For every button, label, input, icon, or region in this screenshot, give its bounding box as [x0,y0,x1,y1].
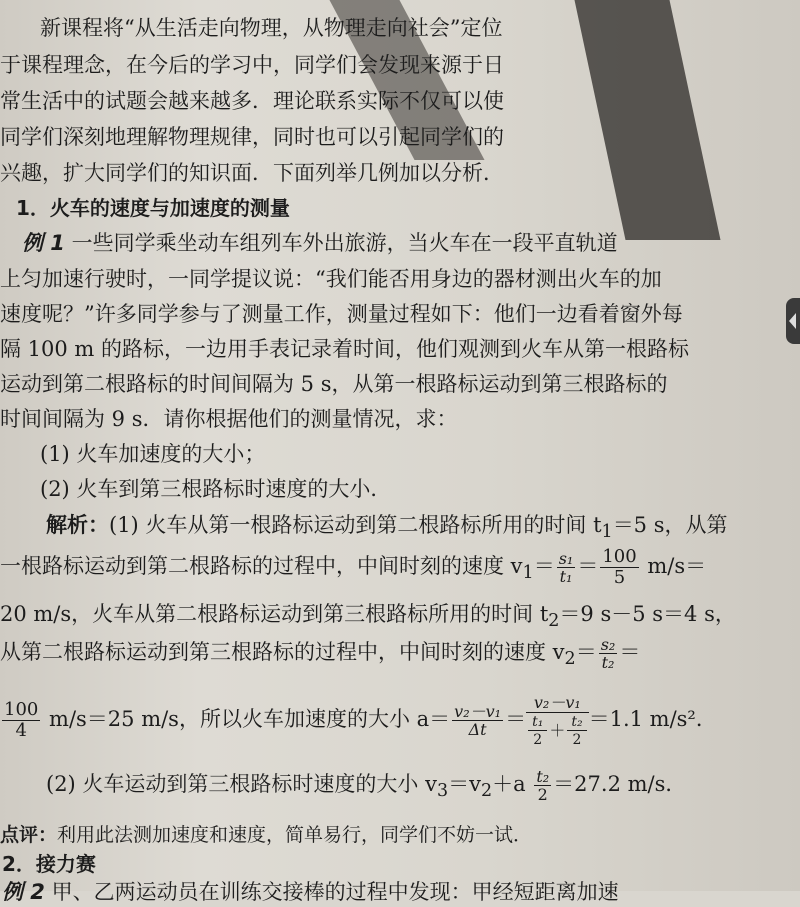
fraction-dv-dt: $\frac{\text{v₂－v₁}}{\Delta t}$ [454,702,502,739]
section-2-title: 2．接力赛 [2,852,96,876]
example-1-line-3: 速度呢？”许多同学参与了测量工作，测量过程如下：他们一边看着窗外每 [0,302,683,326]
example-2-label: 例 2 [2,880,45,904]
example-1-line-6: 时间间隔为 9 s．请你根据他们的测量情况，求： [0,407,458,431]
example-1-line-5: 运动到第二根路标的时间间隔为 5 s，从第一根路标运动到第三根路标的 [0,372,668,396]
comment-label: 点评： [0,824,58,846]
intro-line-2: 于课程理念，在今后的学习中，同学们会发现来源于日 [0,53,504,77]
solution-line-6: (2) 火车运动到第三根路标时速度的大小 $v_3=v_2+a$ $\frac{\text{t₂}}{2}$ ＝27.2 m/s． [46,767,687,804]
intro-line-1: 新课程将“从生活走向物理，从物理走向社会”定位 [40,16,503,40]
solution-line-1: 解析：(1) 火车从第一根路标运动到第二根路标所用的时间 $t_1=5$ s，从第 [46,513,728,543]
example-1-text-1: 一些同学乘坐动车组列车外出旅游，当火车在一段平直轨道 [71,231,618,255]
comment-line: 点评：利用此法测加速度和速度，简单易行，同学们不妨一试． [0,824,533,846]
solution-line-4: 从第二根路标运动到第三根路标的过程中，中间时刻的速度 $v_2=$ $\frac{\text{s₂}}{\text{t₂}}$ ＝ [0,635,641,672]
fraction-s1-t1: $\frac{\text{s₁}}{\text{t₁}}$ [558,549,574,586]
example-1-label: 例 1 [22,231,65,255]
fraction-100-5: $\frac{100}{5}$ [602,546,637,588]
page-turn-tab[interactable] [786,298,800,344]
solution-label: 解析： [46,513,109,537]
example-2-line-1: 例 2 甲、乙两运动员在训练交接棒的过程中发现：甲经短距离加速 [2,880,619,904]
example-1-line-4: 隔 100 m 的路标，一边用手表记录着时间，他们观测到火车从第一根路标 [0,337,690,361]
solution-line-2: 一根路标运动到第二根路标的过程中，中间时刻的速度 $v_1=$ $\frac{\text{s₁}}{\text{t₁}}$ ＝ $\frac{100}{5}$ m/s＝ [0,546,707,588]
intro-line-3: 常生活中的试题会越来越多．理论联系实际不仅可以使 [0,89,504,113]
solution-line-5: $\frac{100}{4}$ m/s＝25 m/s，所以火车加速度的大小 a＝ $\frac{\text{v₂－v₁}}{\Delta t}$ ＝ v₂－v₁ $\frac{\text{t₁}}{2}$ ＋ $\frac{\text{t₂}}{2}$ ＝1.1 m/s²． [4,692,717,748]
section-1-title: 1．火车的速度与加速度的测量 [16,196,290,220]
intro-line-5: 兴趣，扩大同学们的知识面．下面列举几例加以分析． [0,161,504,185]
example-1-question-2: (2) 火车到第三根路标时速度的大小． [40,477,392,501]
fraction-100-4: $\frac{100}{4}$ [4,699,39,741]
fraction-s2-t2: $\frac{\text{s₂}}{\text{t₂}}$ [600,635,616,672]
example-1-question-1: (1) 火车加速度的大小； [40,442,266,466]
example-1-line-2: 上匀加速行驶时，一同学提议说：“我们能否用身边的器材测出火车的加 [0,267,662,291]
fraction-t2-2: $\frac{\text{t₂}}{2}$ [536,767,550,804]
fraction-dv-half-sum: v₂－v₁ $\frac{\text{t₁}}{2}$ ＋ $\frac{\text{t₂}}{2}$ [526,694,589,748]
solution-line-3: 20 m/s，火车从第二根路标运动到第三根路标所用的时间 $t_2=9$ s－5 s＝4 s， [0,602,736,632]
intro-line-4: 同学们深刻地理解物理规律，同时也可以引起同学们的 [0,125,504,149]
example-1-line-1 [0,228,800,258]
